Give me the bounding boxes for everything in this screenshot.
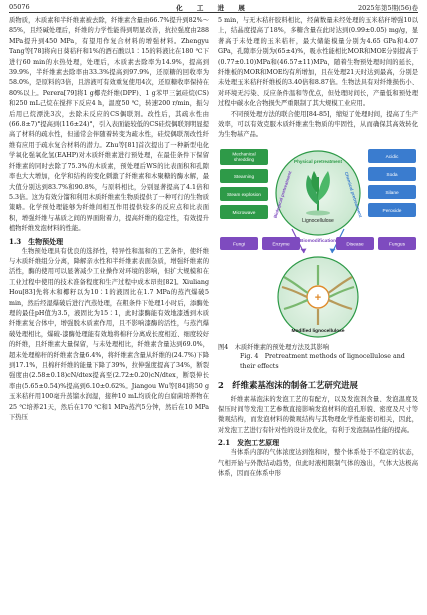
method-label-fungi: Fungi <box>233 242 245 248</box>
method-label-mechanical-1: Mechanical <box>232 151 256 157</box>
subsection-heading-1-3: 1.3 生物预处理 <box>9 236 64 246</box>
biological-pretreatment-label: Biological pretreatment <box>272 170 293 219</box>
method-label-steaming: Steaming <box>233 174 255 180</box>
right-paragraph-1: 5 min，与无木秸秆胶料相比，经菌数量未经处理的玉米秸秆增强10以上，结晶度提高了18%，多糖含量在此时达到(0.99±0.05) mg/g，显著高于未处理的玉米秸秆，最大储能模量分别为4.65 GPa和4.07 GPa，孔隙率分别为(65±4)%，吸水性能相比MOR和MOE分别提高于(0.77±0.10)MPa和(46.57±11)MPa，随着生物预处理时间的延长，纤维板的MOR和MOE均有所增加，且在处理21天时达到最高，分别是未处理玉米秸秆纤维板的3.40倍和8.87倍。生物法具有对纤维损伤小、对环境无污染、反应条件温和等优点，但处理时间长，产量低和预处理过程中碳水化合物损失严重限制了其大规模工业应用。 <box>218 17 418 108</box>
modified-lignocellulose-label: Modified lignocellulose <box>291 328 345 334</box>
left-paragraph-1: 质物质，木质素和半纤维素被去除，纤维素含量由66.7%提升到82%～85%，且经碱处理后，纤维的力学性能得到明显改善，抗拉强度由288 MPa提升到450 MPa，有望用作复合材料的增强材料。Zhengyu Tang等[78]将向日葵秸秆和1%的酒石酸以1∶15的料液比在180 ℃下进行60 min的水热处理，处理后，木质素去除率为14.9%，提高到39.9%，半纤维素去除率由33.3%提高到97.9%，还原糖的回收率为58.0%，是原料的3倍，且溶液可有效重复使用4次，还原糖收率保持在80%以上。Perera[79]将1 g椰壳纤维(DPF)、1 g苯甲三氯硅烷(CS)和250 mL己烷在搅拌下反应4 h，温度50 ℃，转速200 r/min，振匀后用已烷漂洗3次，去除未反应的CS偶联剂。改性后，其疏水性由(66.8±7)°提高到(116±24)°，引入表面能较低的CS硅烷偶联剂明显提高了材料的疏水性，但通常会伴随着转变为疏水性，硅烷偶联剂改性纤维有应用于疏水复合材料的潜力。Zhu等[81]首次提出了一种新型电化学氧化强氧化氢(EAHP)对木质纤维素进行预处理，在最佳条件下保留纤维素的同时去除了75.3%的木质素，预处理后WS的比表面积和孔隙率也大大增加，化学和结构的变化刺激了纤维素和木聚糖的酶水解，最大值分别达到83.7%和90.8%，与原料相比，分别显著提高了4.1倍和5.3倍。这为有效分馏和利用木质纤维素生物质提供了一种可行的生物质策略。化学预处理能够为纤维间相互作用提供较多的反应点和比表面积，增强纤维与基质之间的界面附着力，提高纤维的稳定性，有效提升植物纤维发泡材料的性能。 <box>9 17 209 233</box>
method-label-silane: Silane <box>385 190 399 196</box>
figure-caption-en-1: Fig. 4 Pretreatment methods of lignocellulose and <box>240 353 405 361</box>
method-label-microwave: Microwave <box>232 210 256 216</box>
header-issue: 2025年第5期(56)卷 <box>357 4 418 12</box>
subsection-heading-2-1: 2.1 发泡工艺原理 <box>218 438 280 448</box>
method-label-mechanical-2: shredding <box>233 156 255 162</box>
right-paragraph-3: 纤维素基泡沫的发泡工艺的有配方，以及发泡剂含量、发泡温度及保压时间等发泡工艺参数直接影响发泡材料的泡孔形貌、密度及尺寸等微观结构，而发泡材料的微观结构与其物理化学性能密切相关，因此，对发泡工艺进行有针对性的设计及优化，有利于发泡制品性能的提高。 <box>218 395 418 434</box>
right-paragraph-4: 当体系内部的气体浓度达到饱和时，整个体系处于不稳定的状态，气相开始与外散结动趋势，但此时液相限制气体的逸出，气体大达极高体系，因而在体系中形 <box>218 449 418 478</box>
section-heading-2: 2 纤维素基泡沫的制备工艺研究进展 <box>218 379 358 390</box>
physical-pretreatment-label: Physical pretreatment <box>294 158 342 164</box>
figure-caption-cn: 图4 木质纤维素的预处理方法及其影响 <box>218 343 330 351</box>
modified-lignocellulose-circle <box>278 257 358 337</box>
method-label-disease: Disease <box>346 242 364 248</box>
header-rule <box>9 12 418 13</box>
chemical-pretreatment-label: Chemical pretreatment <box>343 171 364 218</box>
method-label-enzyme: Enzyme <box>272 242 290 248</box>
lignocellulose-circle <box>273 151 364 235</box>
method-label-acidic: Acidic <box>385 154 399 160</box>
left-column <box>9 16 209 423</box>
method-label-peroxide: Peroxide <box>382 208 402 214</box>
method-label-soda: Soda <box>386 172 398 178</box>
physical-methods-list <box>220 149 268 219</box>
right-paragraph-2: 不同预处理方法的联合使用[84-85]，缩短了处理时间，提高了生产效率，可以有效克服木质纤维素生物质的牢固性，从而确保其高效转化为生物基产品。 <box>218 110 418 139</box>
lignocellulose-label: Lignocellulose <box>302 217 334 224</box>
chemical-methods-list <box>368 149 416 217</box>
center-plus-mark: + <box>314 291 322 304</box>
header-journal-title: 化 工 进 展 <box>176 4 251 12</box>
figure-4-pretreatment-diagram <box>218 145 418 341</box>
method-label-steam-explosion: Steam explosion <box>227 191 261 197</box>
biomodification-label: Biomodification <box>299 238 337 244</box>
figure-caption <box>218 343 418 372</box>
method-label-fungus: Fungus <box>389 242 405 248</box>
right-column <box>218 16 418 480</box>
figure-caption-en-2: their effects <box>240 363 279 371</box>
left-paragraph-2: 生物预处理具有优良的选择性，特异性和温和的工艺条件，使纤维与木质纤维组分分离，降解亲水性和半纤维素表面杂质，增强纤维素的活性，酶的使用可以显著减少工业操作对环境的影响，但扩大规模和在工业过程中使用的技术准备程度和生产过程中成本昂贵[82]。Xiuliang Hou[83]先将木和椰籽以为10∶1的液固比在1.7 MPa的蒸汽爆破5 min，然后经湿爆破后进行汽蒸处理，在粗条件下处理1小时后，添酶处理的最佳pH值为3.5，液固比为15∶1，此时漆酶能有效地漆透到木质纤维素复合体中，增强脱木质素作用，且不影响漆酶的活性，与蒸汽爆破处理相比，爆破-漆酶处理能有效地将棉秆分离成长度相近、细度较好的纤维，且纤维素大量保留，与未处理相比，纤维素含量达到69.0%，超未处理棉秆的纤维素含量6.4%，将纤维素含量从纤维的(24.7%)下降到17.1%，且棉秆纤维的能量下降了39%，拉伸强度提高了34%，断裂强度由(2.58±0.18)cN/dtex提高至(2.72±0.20)cN/dtex，断裂伸长率由(5.65±0.54)%提高到6.10±0.62%。Jiangou Wu等[84]将50 g玉米秸秆用100毫升蒸馏水润湿，接种10 mL均质化的白腐菌培养物在25 ℃培养21天，然后在170 ℃和1 MPa蒸汽5分钟，然后在10 MPa下热压 <box>9 247 209 422</box>
header-page-number: 05076 <box>9 3 30 11</box>
